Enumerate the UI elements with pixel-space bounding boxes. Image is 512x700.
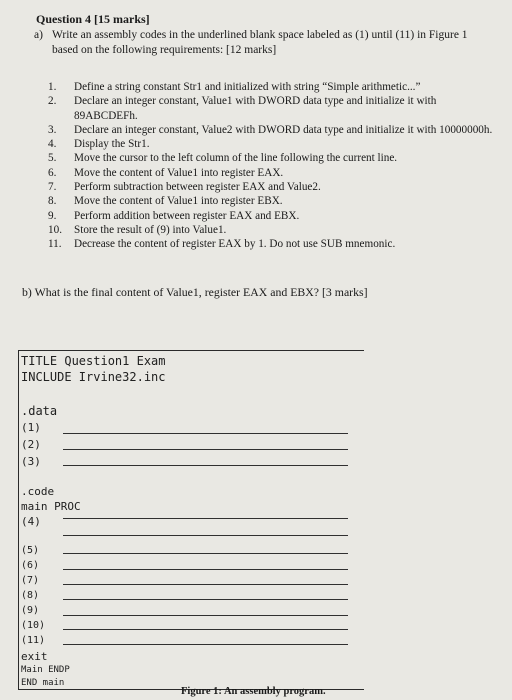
requirement-number: 5. (48, 152, 57, 165)
requirement-item (48, 237, 498, 251)
requirement-text: Store the result of (9) into Value1. (74, 223, 227, 236)
answer-blank-4[interactable] (63, 518, 348, 519)
requirement-number: 3. (48, 123, 57, 136)
requirement-item (48, 180, 498, 194)
main-proc-line: main PROC (21, 500, 81, 513)
requirement-number: 2. (48, 95, 57, 108)
requirement-number: 11. (48, 238, 62, 251)
requirement-text: Display the Str1. (74, 138, 150, 151)
assembly-code-figure (18, 350, 364, 690)
requirement-item (48, 151, 498, 165)
answer-blank-8[interactable] (63, 599, 348, 600)
requirement-item (48, 80, 498, 94)
requirement-item (48, 194, 498, 208)
requirement-text: Move the content of Value1 into register EBX. (74, 195, 283, 208)
data-directive: .data (21, 404, 58, 418)
answer-blank-9[interactable] (63, 615, 348, 616)
blank-label-10: (10) (21, 620, 46, 631)
answer-blank-5[interactable] (63, 553, 348, 554)
part-b-label: b) (22, 285, 32, 299)
requirement-text: Move the cursor to the left column of the line following the current line. (74, 152, 398, 165)
part-a-label: a) (34, 29, 43, 41)
requirement-number: 1. (48, 81, 57, 93)
blank-label-9: (9) (21, 605, 40, 616)
requirement-number: 7. (48, 181, 57, 194)
blank-label-3: (3) (21, 455, 41, 468)
requirement-item (48, 209, 498, 223)
answer-blank-6[interactable] (63, 569, 348, 570)
requirement-text: Perform subtraction between register EAX and Value2. (74, 181, 321, 194)
answer-blank-1[interactable] (63, 433, 348, 434)
answer-blank-3[interactable] (63, 465, 348, 466)
blank-label-4: (4) (21, 515, 41, 528)
answer-blank-2[interactable] (63, 449, 348, 450)
blank-label-6: (6) (21, 560, 40, 571)
blank-label-5: (5) (21, 545, 40, 556)
requirement-number: 9. (48, 209, 57, 222)
requirement-item (48, 123, 498, 137)
part-b-text: What is the final content of Value1, register EAX and EBX? [3 marks] (34, 285, 368, 299)
requirement-text: Perform addition between register EAX and EBX. (74, 209, 300, 222)
answer-blank-11[interactable] (63, 644, 348, 645)
part-b-question (22, 285, 368, 300)
requirement-number: 6. (48, 166, 57, 179)
blank-label-11: (11) (21, 635, 46, 646)
requirement-text: Decrease the content of register EAX by 1. Do not use SUB mnemonic. (74, 238, 396, 251)
requirement-text: Declare an integer constant, Value2 with DWORD data type and initialize it with 10000000h. (74, 123, 493, 136)
main-endp-line: Main ENDP (21, 665, 70, 675)
requirement-text: Define a string constant Str1 and initialized with string “Simple arithmetic...” (74, 81, 421, 93)
requirement-item (48, 94, 498, 123)
requirement-text: Move the content of Value1 into register EAX. (74, 166, 284, 179)
question-title: Question 4 [15 marks] (36, 12, 150, 26)
answer-blank-10[interactable] (63, 629, 348, 630)
requirement-item (48, 166, 498, 180)
requirement-item (48, 137, 498, 151)
answer-blank-4b[interactable] (63, 535, 348, 536)
exit-line: exit (21, 650, 48, 663)
code-include-line: INCLUDE Irvine32.inc (21, 370, 166, 384)
blank-label-7: (7) (21, 575, 40, 586)
requirements-list (48, 80, 498, 252)
figure-caption: Figure 1: An assembly program. (181, 686, 326, 697)
blank-label-2: (2) (21, 438, 41, 451)
part-a-text: Write an assembly codes in the underlined blank space labeled as (1) until (11) in Figure 1 based on the following requirements: [12 marks] (52, 29, 468, 56)
blank-label-1: (1) (21, 421, 41, 434)
requirement-number: 8. (48, 195, 57, 208)
requirement-text: Declare an integer constant, Value1 with DWORD data type and initialize it with 89ABCDEFh. (74, 95, 437, 122)
end-main-line: END main (21, 678, 65, 688)
answer-blank-7[interactable] (63, 584, 348, 585)
requirement-number: 10. (48, 223, 62, 236)
code-title-line: TITLE Question1 Exam (21, 354, 166, 368)
requirement-item (48, 223, 498, 237)
code-directive: .code (21, 485, 55, 498)
requirement-number: 4. (48, 138, 57, 151)
blank-label-8: (8) (21, 590, 40, 601)
